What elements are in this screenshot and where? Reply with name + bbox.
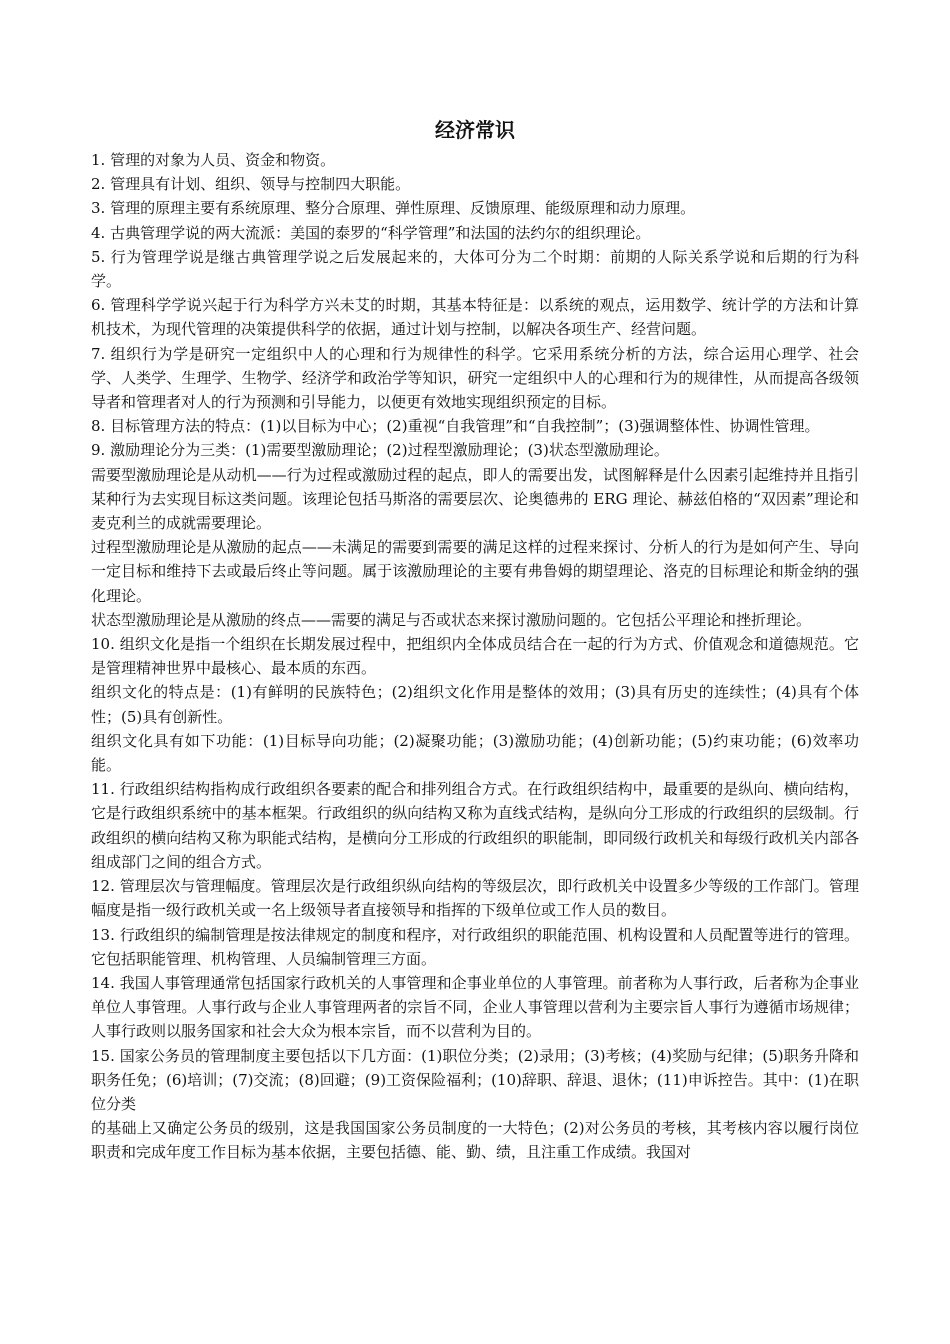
paragraph: 1. 管理的对象为人员、资金和物资。	[91, 151, 336, 169]
paragraph: 需要型激励理论是从动机——行为过程或激励过程的起点，即人的需要出发，试图解释是什么因素引起维持并且指引某种行为去实现目标这类问题。该理论包括马斯洛的需要层次、论奥德弗的 ERG 理论、赫兹伯格的“双因素”理论和麦克利兰的成就需要理论。	[91, 465, 859, 533]
paragraph: 状态型激励理论是从激励的终点——需要的满足与否或状态来探讨激励问题的。它包括公平理论和挫折理论。	[91, 610, 812, 629]
paragraph: 4. 古典管理学说的两大流派：美国的泰罗的“科学管理”和法国的法约尔的组织理论。	[91, 223, 651, 242]
paragraph: 8. 目标管理方法的特点：(1)以目标为中心；(2)重视“自我管理”和“自我控制”；(3)强调整体性、协调性管理。	[91, 417, 820, 436]
paragraph: 13. 行政组织的编制管理是按法律规定的制度和程序，对行政组织的职能范围、机构设置和人员配置等进行的管理。它包括职能管理、机构管理、人员编制管理三方面。	[91, 925, 859, 968]
paragraph: 12. 管理层次与管理幅度。管理层次是行政组织纵向结构的等级层次，即行政机关中设置多少等级的工作部门。管理幅度是指一级行政机关或一名上级领导者直接领导和指挥的下级单位或工作人员的数目。	[91, 877, 859, 920]
paragraph: 9. 激励理论分为三类：(1)需要型激励理论；(2)过程型激励理论；(3)状态型激励理论。	[91, 441, 669, 460]
paragraph: 的基础上又确定公务员的级别，这是我国国家公务员制度的一大特色；(2)对公务员的考核，其考核内容以履行岗位职责和完成年度工作目标为基本依据，主要包括德、能、勤、绩，且注重工作成绩。我国对	[91, 1119, 859, 1162]
paragraph: 5. 行为管理学说是继古典管理学说之后发展起来的，大体可分为二个时期：前期的人际关系学说和后期的行为科学。	[91, 247, 859, 291]
paragraph: 15. 国家公务员的管理制度主要包括以下几方面：(1)职位分类；(2)录用；(3)考核；(4)奖励与纪律；(5)职务升降和职务任免；(6)培训；(7)交流；(8)回避；(9)工资保险福利；(10)辞职、辞退、退休；(11)申诉控告。其中：(1)在职位分类	[91, 1046, 859, 1113]
paragraph: 14. 我国人事管理通常包括国家行政机关的人事管理和企事业单位的人事管理。前者称为人事行政，后者称为企事业单位人事管理。人事行政与企业人事管理两者的宗旨不同，企业人事管理以营利为主要宗旨人事行为遵循市场规律；人事行政则以服务国家和社会大众为根本宗旨，而不以营利为目的。	[91, 973, 859, 1041]
paragraph: 6. 管理科学学说兴起于行为科学方兴未艾的时期，其基本特征是：以系统的观点，运用数学、统计学的方法和计算机技术，为现代管理的决策提供科学的依据，通过计划与控制，以解决各项生产、经营问题。	[91, 296, 859, 339]
paragraph: 2. 管理具有计划、组织、领导与控制四大职能。	[91, 175, 411, 194]
paragraph: 组织文化具有如下功能：(1)目标导向功能；(2)凝聚功能；(3)激励功能；(4)创新功能；(5)约束功能；(6)效率功能。	[91, 731, 859, 775]
document-page	[91, 112, 859, 1165]
paragraph: 3. 管理的原理主要有系统原理、整分合原理、弹性原理、反馈原理、能级原理和动力原理。	[91, 199, 696, 218]
paragraph: 过程型激励理论是从激励的起点——未满足的需要到需要的满足这样的过程来探讨、分析人的行为是如何产生、导向一定目标和维持下去或最后终止等问题。属于该激励理论的主要有弗鲁姆的期望理论、洛克的目标理论和斯金纳的强化理论。	[91, 538, 859, 605]
paragraph: 7. 组织行为学是研究一定组织中人的心理和行为规律性的科学。它采用系统分析的方法，综合运用心理学、社会学、人类学、生理学、生物学、经济学和政治学等知识，研究一定组织中人的心理和行为的规律性，从而提高各级领导者和管理者对人的行为预测和引导能力，以便更有效地实现组织预定的目标。	[91, 344, 859, 412]
paragraph: 10. 组织文化是指一个组织在长期发展过程中，把组织内全体成员结合在一起的行为方式、价值观念和道德规范。它是管理精神世界中最核心、最本质的东西。	[91, 635, 859, 678]
document-body	[91, 148, 859, 1165]
paragraph: 组织文化的特点是：(1)有鲜明的民族特色；(2)组织文化作用是整体的效用；(3)具有历史的连续性；(4)具有个体性；(5)具有创新性。	[91, 683, 859, 726]
paragraph: 11. 行政组织结构指构成行政组织各要素的配合和排列组合方式。在行政组织结构中，最重要的是纵向、横向结构，它是行政组织系统中的基本框架。行政组织的纵向结构又称为直线式结构，是纵向分工形成的行政组织的层级制。行政组织的横向结构又称为职能式结构，是横向分工形成的行政组织的职能制，即同级行政机关和每级行政机关内部各组成部门之间的组合方式。	[91, 780, 859, 871]
document-title: 经济常识	[435, 118, 515, 142]
